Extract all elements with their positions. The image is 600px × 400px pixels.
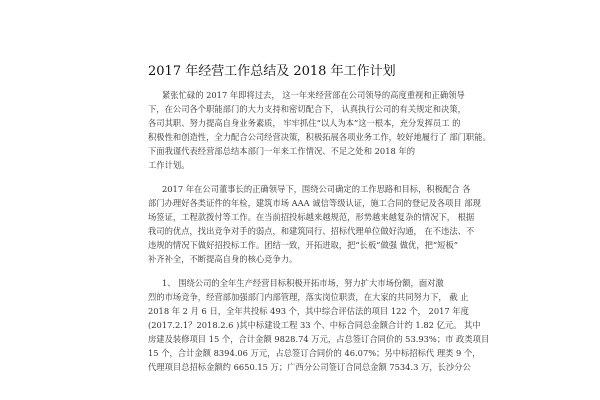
body-line: 2017 年在公司董事长的正确领导下，围绕公司确定的工作思路和目标，积极配合 各 (162, 184, 471, 194)
body-line: 工作计划。 (148, 160, 190, 170)
body-line: 场签证，工程款拨付等工作。在当前招投标越来越规范，形势越来越复杂的情况下， 根据 (148, 212, 475, 222)
body-line: 下，在公司各个职能部门的大力支持和密切配合下， 认真执行公司的有关规定和决策， (148, 104, 466, 114)
body-line: 1、 围绕公司的全年生产经营目标积极开拓市场，努力扩大市场份额，面对激 (162, 278, 444, 288)
body-line: 我司的优点，找出竞争对手的弱点，和建筑同行、招标代理单位做好沟通， 在不违法、不 (148, 226, 475, 236)
body-line: 下面我谨代表经营部总结本部门一年来工作情况、不足之处和 2018 年的 (148, 146, 416, 156)
body-line: 紧张忙碌的 2017 年即将过去， 这一年来经营部在公司领导的高度重视和正确领导 (162, 90, 465, 100)
body-line: 15 个，合计金额 8394.06 万元，占总签订合同价的 46.07%；另中标招标代 理类 9 个， (148, 348, 481, 358)
body-line: 补齐补全，不断提高自身的核心竞争力。 (148, 254, 298, 264)
body-line: 积极性和创造性，全力配合公司经营决策，积极拓展各项业务工作，较好地履行了 部门职能。 (148, 132, 491, 142)
body-line: 各司其职、努力提高自身业务素质， 牢牢抓住“以人为本”这一根本，充分发挥员工 的 (148, 118, 461, 128)
body-line: 房建及装修项目 15 个，合计金额 9828.74 万元，占总签订合同价的 53.93%；市 政类项目 (148, 334, 490, 344)
body-line: 违规的情况下做好招投标工作。团结一致，开拓进取，把“长板”做强 做优，把“短板” (148, 240, 458, 250)
body-line: 部门办理好各类证件的年检，建筑市场 AAA 诚信等级认证，施工合同的登记及各项目 部现 (148, 198, 481, 208)
body-line: 2018 年 2 月 6 日，全年共投标 493 个，其中综合评估法的项目 122 个， 2017 年度 (148, 306, 469, 316)
body-line: (2017.2.1？2018.2.6 )其中标建设工程 33 个、中标合同总金额合计约 1.82 亿元。 其中 (148, 320, 481, 330)
document-title: 2017 年经营工作总结及 2018 年工作计划 (148, 64, 396, 79)
body-line: 烈的市场竞争，经营部加强部门内部管理，落实岗位职责，在大家的共同努力下， 截 止 (148, 292, 469, 302)
body-line: 代理项目总招标金额约 6650.15 万；广西分公司签订合同总金额 7534.3 万，长沙分公 (148, 362, 471, 372)
